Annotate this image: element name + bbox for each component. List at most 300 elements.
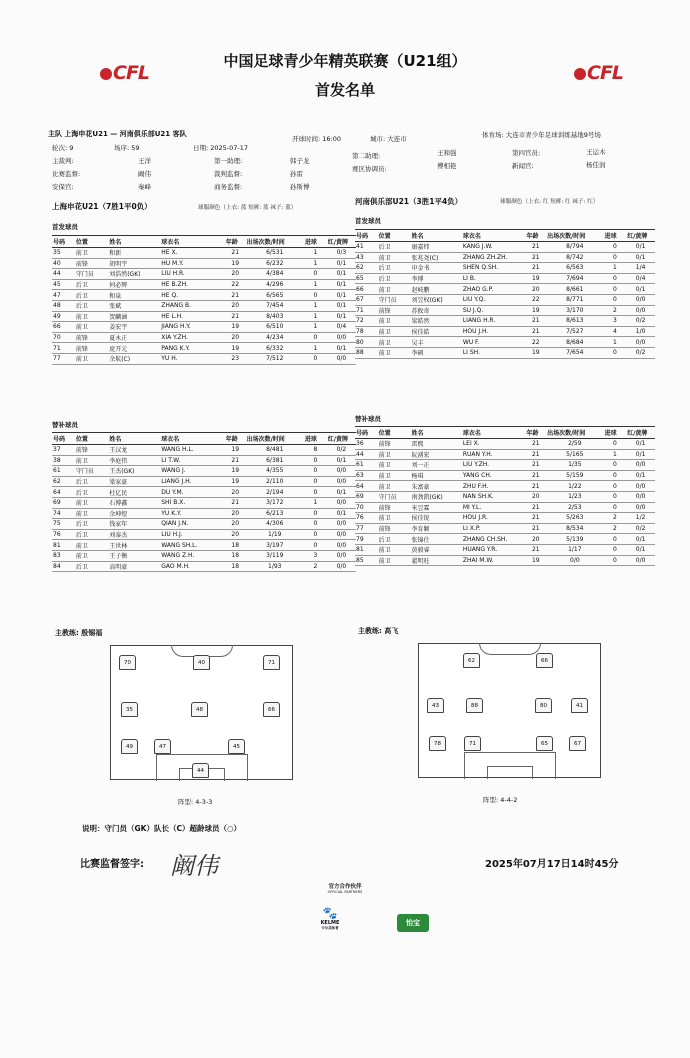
cell-name: 南劲凯(GK) <box>410 491 461 502</box>
cell-cards: 0/1 <box>327 279 356 290</box>
cell-appearances: 3/170 <box>546 305 604 316</box>
cell-name: 高明豪 <box>108 561 160 572</box>
supervisor-signature: 阚伟 <box>170 852 218 880</box>
cell-shirt-name: DU Y.M. <box>160 487 225 498</box>
cell-shirt-name: WANG J. <box>160 466 225 477</box>
cell-number: 44 <box>355 449 378 460</box>
cell-appearances: 8/684 <box>546 337 604 348</box>
table-header-row <box>355 230 655 242</box>
cell-age: 21 <box>225 455 246 466</box>
column-header-age: 年龄 <box>225 433 246 445</box>
cell-number: 72 <box>355 316 378 327</box>
cell-cards: 0/0 <box>327 476 356 487</box>
cell-cards: 0/0 <box>626 305 655 316</box>
column-header-cards: 红/黄牌 <box>626 230 655 242</box>
cell-name: 李育颖 <box>410 523 461 534</box>
cell-number: 62 <box>52 476 75 487</box>
security-officer: 秦峰 <box>138 183 151 191</box>
cell-appearances: 3/119 <box>246 550 304 561</box>
referee: 王洋 <box>138 157 151 165</box>
cell-cards: 0/0 <box>327 353 356 364</box>
table-header-row <box>355 427 655 439</box>
cell-goals: 1 <box>604 449 627 460</box>
security-label: 安保官: <box>52 183 74 191</box>
coordinator: 傅相艳 <box>437 162 457 170</box>
cell-position: 后卫 <box>378 242 411 253</box>
supervisor-label: 比赛监督: <box>52 170 81 178</box>
player-jersey: 48 <box>191 702 208 717</box>
player-jersey: 80 <box>535 698 552 713</box>
table-row <box>52 300 356 311</box>
cell-number: 64 <box>52 487 75 498</box>
cell-name: 杜亿民 <box>108 487 160 498</box>
cell-cards: 0/0 <box>327 529 356 540</box>
supervisor-signature-label: 比赛监督签字: <box>80 859 144 870</box>
cell-shirt-name: SHI B.X. <box>160 497 225 508</box>
cell-goals: 1 <box>304 311 327 322</box>
cell-position: 前锋 <box>75 258 108 269</box>
table-row <box>52 322 356 333</box>
cell-position: 守门员 <box>75 269 108 280</box>
cell-cards: 0/0 <box>327 561 356 572</box>
column-header-cards: 红/黄牌 <box>327 236 356 248</box>
cell-number: 79 <box>355 534 378 545</box>
cell-number: 85 <box>355 555 378 566</box>
signature-datetime: 2025年07月17日14时45分 <box>485 859 619 870</box>
cell-shirt-name: GAO M.H. <box>160 561 225 572</box>
cell-name: 张锦仕 <box>410 534 461 545</box>
paw-icon: 🐾 <box>322 906 338 920</box>
cell-cards: 0/1 <box>327 343 356 354</box>
cell-cards: 0/2 <box>626 347 655 358</box>
cell-age: 21 <box>526 513 547 524</box>
cell-goals: 1 <box>304 279 327 290</box>
cell-number: 81 <box>355 544 378 555</box>
table-row <box>52 561 356 572</box>
cell-age: 20 <box>526 284 547 295</box>
media-label: 新闻官: <box>512 162 534 170</box>
cell-position: 守门员 <box>378 294 411 305</box>
home-starters-label: 首发球员 <box>52 223 78 231</box>
column-header-number: 号码 <box>52 236 75 248</box>
column-header-name: 姓名 <box>108 433 160 445</box>
competition-title: 中国足球青少年精英联赛（U21组） <box>223 52 467 70</box>
cell-age: 19 <box>526 273 547 284</box>
cell-name: 王子衡 <box>108 550 160 561</box>
cell-shirt-name: JIANG H.Y. <box>160 322 225 333</box>
column-header-cards: 红/黄牌 <box>327 433 356 445</box>
cell-goals: 3 <box>604 316 627 327</box>
cell-position: 前卫 <box>75 248 108 259</box>
cell-number: 47 <box>52 290 75 301</box>
cell-age: 21 <box>526 316 547 327</box>
cell-position: 前卫 <box>75 540 108 551</box>
cell-shirt-name: WANG Z.H. <box>160 550 225 561</box>
cell-appearances: 8/661 <box>546 284 604 295</box>
home-team-header: 上海申花U21（7胜1平0负） <box>52 202 152 211</box>
table-row <box>52 353 356 364</box>
cell-shirt-name: MI Y.L. <box>462 502 526 513</box>
cell-goals: 0 <box>304 519 327 530</box>
cell-position: 后卫 <box>75 279 108 290</box>
cell-appearances: 7/654 <box>546 347 604 358</box>
cell-number: 76 <box>355 513 378 524</box>
cell-number: 77 <box>52 353 75 364</box>
cell-age: 19 <box>225 258 246 269</box>
cell-cards: 0/0 <box>626 337 655 348</box>
player-jersey: 44 <box>192 763 209 778</box>
cell-cards: 0/2 <box>327 445 356 456</box>
cell-shirt-name: LIU H.R. <box>160 269 225 280</box>
cell-goals: 0 <box>604 544 627 555</box>
table-row <box>52 508 356 519</box>
round: 轮次: 9 <box>52 144 74 152</box>
cell-shirt-name: RUAN Y.H. <box>462 449 526 460</box>
match-date: 日期: 2025-07-17 <box>193 144 249 152</box>
commercial-supervisor: 孙斯博 <box>290 183 310 191</box>
cell-cards: 0/1 <box>626 470 655 481</box>
cell-position: 前锋 <box>378 305 411 316</box>
cell-cards: 0/0 <box>626 481 655 492</box>
cell-goals: 1 <box>304 258 327 269</box>
cell-cards: 0/1 <box>327 269 356 280</box>
table-row <box>52 343 356 354</box>
cell-age: 21 <box>225 497 246 508</box>
cell-cards: 0/1 <box>626 544 655 555</box>
cell-goals: 0 <box>604 439 627 450</box>
supervisor: 阚伟 <box>138 170 151 178</box>
cell-number: 83 <box>52 550 75 561</box>
cell-name: 阮湧宏 <box>410 449 461 460</box>
cell-name: 刘浩然(GK) <box>108 269 160 280</box>
cell-name: 赵岐鹏 <box>410 284 461 295</box>
yibao-logo: 怡宝 <box>397 914 429 932</box>
kelme-logo: 🐾 KELME 卡尔美体育 <box>317 906 343 936</box>
table-row <box>52 519 356 530</box>
column-header-shirt-name: 球衣名 <box>160 433 225 445</box>
cell-age: 21 <box>526 544 547 555</box>
cell-cards: 1/2 <box>626 513 655 524</box>
cell-goals: 0 <box>304 508 327 519</box>
column-header-appearances: 出场次数/时间 <box>246 433 304 445</box>
table-row <box>355 337 655 348</box>
cell-cards: 0/0 <box>327 497 356 508</box>
away-starters-table <box>355 229 655 359</box>
cell-cards: 0/1 <box>327 300 356 311</box>
cell-name: 刘昱权(GK) <box>410 294 461 305</box>
cell-goals: 0 <box>604 242 627 253</box>
cell-age: 20 <box>225 269 246 280</box>
cell-position: 前锋 <box>75 332 108 343</box>
cell-shirt-name: ZHAO G.P. <box>462 284 526 295</box>
cell-position: 后卫 <box>75 487 108 498</box>
cell-position: 前卫 <box>378 460 411 471</box>
cell-position: 前卫 <box>75 550 108 561</box>
table-row <box>52 476 356 487</box>
table-row <box>52 550 356 561</box>
cell-number: 41 <box>355 242 378 253</box>
column-header-name: 姓名 <box>410 230 461 242</box>
column-header-goals: 进球 <box>304 236 327 248</box>
cell-shirt-name: HE Q. <box>160 290 225 301</box>
cell-cards: 0/1 <box>327 508 356 519</box>
player-jersey: 45 <box>228 739 245 754</box>
cell-age: 18 <box>225 540 246 551</box>
cell-position: 前卫 <box>378 481 411 492</box>
cell-name: 李硕 <box>410 347 461 358</box>
table-row <box>52 258 356 269</box>
referee-label: 主裁判: <box>52 157 74 165</box>
cell-age: 20 <box>526 491 547 502</box>
cell-age: 21 <box>526 439 547 450</box>
cell-shirt-name: ZHANG B. <box>160 300 225 311</box>
cell-appearances: 4/355 <box>246 466 304 477</box>
cell-position: 后卫 <box>75 529 108 540</box>
table-row <box>355 449 655 460</box>
cell-appearances: 1/23 <box>546 491 604 502</box>
player-jersey: 67 <box>569 736 586 751</box>
cell-goals: 2 <box>304 561 327 572</box>
cell-position: 前锋 <box>75 445 108 456</box>
match-stadium: 体育场: 大连市青少年足球训练基地9号场 <box>482 131 601 139</box>
cell-appearances: 1/22 <box>546 481 604 492</box>
cell-cards: 0/1 <box>327 311 356 322</box>
column-header-position: 位置 <box>75 433 108 445</box>
cell-position: 前锋 <box>378 502 411 513</box>
cell-age: 23 <box>225 353 246 364</box>
player-jersey: 43 <box>427 698 444 713</box>
cell-appearances: 4/296 <box>246 279 304 290</box>
cell-appearances: 8/534 <box>546 523 604 534</box>
cell-appearances: 2/194 <box>246 487 304 498</box>
cell-goals: 2 <box>604 513 627 524</box>
cell-appearances: 5/139 <box>546 534 604 545</box>
cell-appearances: 8/613 <box>546 316 604 327</box>
media-officer: 杨佳润 <box>586 161 606 169</box>
cell-name: 王杰(GK) <box>108 466 160 477</box>
cell-age: 21 <box>526 263 547 274</box>
cell-cards: 0/0 <box>327 519 356 530</box>
cell-position: 后卫 <box>378 273 411 284</box>
cell-number: 70 <box>355 502 378 513</box>
column-header-age: 年龄 <box>225 236 246 248</box>
city: 城市: 大连市 <box>370 135 407 143</box>
cfl-logo-right: CFL <box>574 62 626 88</box>
cell-appearances: 1/93 <box>246 561 304 572</box>
cell-appearances: 4/384 <box>246 269 304 280</box>
cell-cards: 0/1 <box>327 487 356 498</box>
cell-cards: 0/1 <box>626 449 655 460</box>
cell-shirt-name: LI B. <box>462 273 526 284</box>
cell-age: 21 <box>526 252 547 263</box>
cell-shirt-name: LI T.W. <box>160 455 225 466</box>
table-row <box>52 497 356 508</box>
cell-number: 67 <box>355 294 378 305</box>
column-header-shirt-name: 球衣名 <box>160 236 225 248</box>
cell-goals: 1 <box>304 343 327 354</box>
cell-number: 40 <box>52 258 75 269</box>
cell-age: 21 <box>526 242 547 253</box>
cell-number: 76 <box>52 529 75 540</box>
table-row <box>355 513 655 524</box>
cell-number: 77 <box>355 523 378 534</box>
table-row <box>52 540 356 551</box>
column-header-shirt-name: 球衣名 <box>462 427 526 439</box>
cell-name: 王汉龙 <box>108 445 160 456</box>
cell-name: 杨琪 <box>410 470 461 481</box>
cell-appearances: 3/172 <box>246 497 304 508</box>
player-jersey: 65 <box>536 736 553 751</box>
cell-appearances: 0/0 <box>546 555 604 566</box>
home-kit: 球服颜色（上衣: 蓝 短裤: 蓝 袜子: 蓝） <box>198 205 297 211</box>
table-row <box>355 263 655 274</box>
cell-age: 21 <box>225 311 246 322</box>
cell-age: 19 <box>526 347 547 358</box>
cell-shirt-name: ZHANG ZH.ZH. <box>462 252 526 263</box>
cell-goals: 4 <box>604 326 627 337</box>
cell-goals: 2 <box>604 305 627 316</box>
column-header-goals: 进球 <box>604 427 627 439</box>
partners-label: 官方合作伙伴 <box>328 884 362 890</box>
away-subs-label: 替补球员 <box>355 415 381 423</box>
table-row <box>52 269 356 280</box>
column-header-goals: 进球 <box>304 433 327 445</box>
cell-shirt-name: HOU J.R. <box>462 513 526 524</box>
cell-name: 钱家年 <box>108 519 160 530</box>
away-subs-table <box>355 426 655 566</box>
ar2-label: 第二助理: <box>352 152 381 160</box>
cell-appearances: 6/332 <box>246 343 304 354</box>
column-header-appearances: 出场次数/时间 <box>246 236 304 248</box>
table-row <box>355 544 655 555</box>
away-starters-label: 首发球员 <box>355 217 381 225</box>
cell-shirt-name: LIU Y.ZH. <box>462 460 526 471</box>
cell-shirt-name: LIANG H.R. <box>462 316 526 327</box>
cell-name: 梁家豪 <box>108 476 160 487</box>
cell-position: 前卫 <box>378 284 411 295</box>
cell-name: 张斌 <box>108 300 160 311</box>
table-header-row <box>52 236 356 248</box>
cell-position: 前卫 <box>75 497 108 508</box>
cell-appearances: 7/512 <box>246 353 304 364</box>
cell-name: 刘泰杰 <box>108 529 160 540</box>
table-row <box>355 326 655 337</box>
cell-cards: 0/2 <box>626 523 655 534</box>
column-header-name: 姓名 <box>410 427 461 439</box>
cell-cards: 0/4 <box>327 322 356 333</box>
table-row <box>355 555 655 566</box>
cell-goals: 8 <box>304 445 327 456</box>
ref-observer: 孙雷 <box>290 170 303 178</box>
cell-appearances: 3/197 <box>246 540 304 551</box>
player-jersey: 70 <box>119 655 136 670</box>
cell-goals: 1 <box>304 497 327 508</box>
cell-name: 李庭伟 <box>108 455 160 466</box>
cell-shirt-name: WU F. <box>462 337 526 348</box>
cell-number: 63 <box>355 470 378 481</box>
cell-shirt-name: LIU H.J. <box>160 529 225 540</box>
column-header-position: 位置 <box>75 236 108 248</box>
cell-name: 余航(C) <box>108 353 160 364</box>
cell-position: 后卫 <box>75 290 108 301</box>
cell-age: 19 <box>225 322 246 333</box>
cell-shirt-name: LIU Y.Q. <box>462 294 526 305</box>
goal-area <box>487 766 533 779</box>
table-header-row <box>52 433 356 445</box>
cell-position: 前卫 <box>378 555 411 566</box>
cell-goals: 0 <box>604 460 627 471</box>
table-row <box>355 273 655 284</box>
player-jersey: 88 <box>466 698 483 713</box>
cell-position: 前卫 <box>75 353 108 364</box>
cell-shirt-name: ZHAI M.W. <box>462 555 526 566</box>
cell-number: 69 <box>355 491 378 502</box>
cell-number: 37 <box>52 445 75 456</box>
cell-shirt-name: LI SH. <box>462 347 526 358</box>
cell-appearances: 8/794 <box>546 242 604 253</box>
cell-position: 前卫 <box>378 470 411 481</box>
table-row <box>52 445 356 456</box>
table-row <box>52 279 356 290</box>
cell-goals: 0 <box>604 347 627 358</box>
cell-shirt-name: XIA Y.ZH. <box>160 332 225 343</box>
cell-goals: 0 <box>304 466 327 477</box>
cell-cards: 0/1 <box>626 534 655 545</box>
cell-number: 69 <box>52 497 75 508</box>
cell-appearances: 6/563 <box>546 263 604 274</box>
away-team-header: 河南俱乐部U21（3胜1平4负） <box>355 197 463 206</box>
cell-age: 19 <box>225 466 246 477</box>
column-header-cards: 红/黄牌 <box>626 427 655 439</box>
cell-cards: 0/1 <box>327 290 356 301</box>
cell-position: 前卫 <box>378 252 411 263</box>
cell-name: 夏永正 <box>108 332 160 343</box>
cell-number: 44 <box>52 269 75 280</box>
cell-age: 18 <box>225 561 246 572</box>
cell-name: 翟明旺 <box>410 555 461 566</box>
cell-goals: 0 <box>604 252 627 263</box>
cell-position: 前卫 <box>75 455 108 466</box>
cell-shirt-name: HE B.ZH. <box>160 279 225 290</box>
cell-age: 21 <box>526 523 547 534</box>
cell-appearances: 8/481 <box>246 445 304 456</box>
cell-position: 后卫 <box>75 561 108 572</box>
cell-age: 20 <box>526 534 547 545</box>
cell-appearances: 8/403 <box>246 311 304 322</box>
cell-shirt-name: SU J.Q. <box>462 305 526 316</box>
cell-goals: 0 <box>304 487 327 498</box>
cell-age: 19 <box>526 555 547 566</box>
cell-appearances: 5/159 <box>546 470 604 481</box>
fourth-label: 第四官员: <box>512 149 541 157</box>
cell-name: 何必辉 <box>108 279 160 290</box>
cell-number: 62 <box>355 263 378 274</box>
cell-name: 贺麟涵 <box>108 311 160 322</box>
table-row <box>52 466 356 477</box>
cell-name: 刘一正 <box>410 460 461 471</box>
cell-position: 前锋 <box>75 343 108 354</box>
cell-shirt-name: HUANG Y.R. <box>462 544 526 555</box>
cell-shirt-name: LI X.P. <box>462 523 526 534</box>
table-row <box>52 487 356 498</box>
cell-cards: 0/1 <box>327 258 356 269</box>
column-header-goals: 进球 <box>604 230 627 242</box>
cell-goals: 0 <box>604 470 627 481</box>
cell-number: 80 <box>355 337 378 348</box>
cell-position: 前锋 <box>378 439 411 450</box>
cell-cards: 0/0 <box>327 550 356 561</box>
cell-shirt-name: HU M.Y. <box>160 258 225 269</box>
